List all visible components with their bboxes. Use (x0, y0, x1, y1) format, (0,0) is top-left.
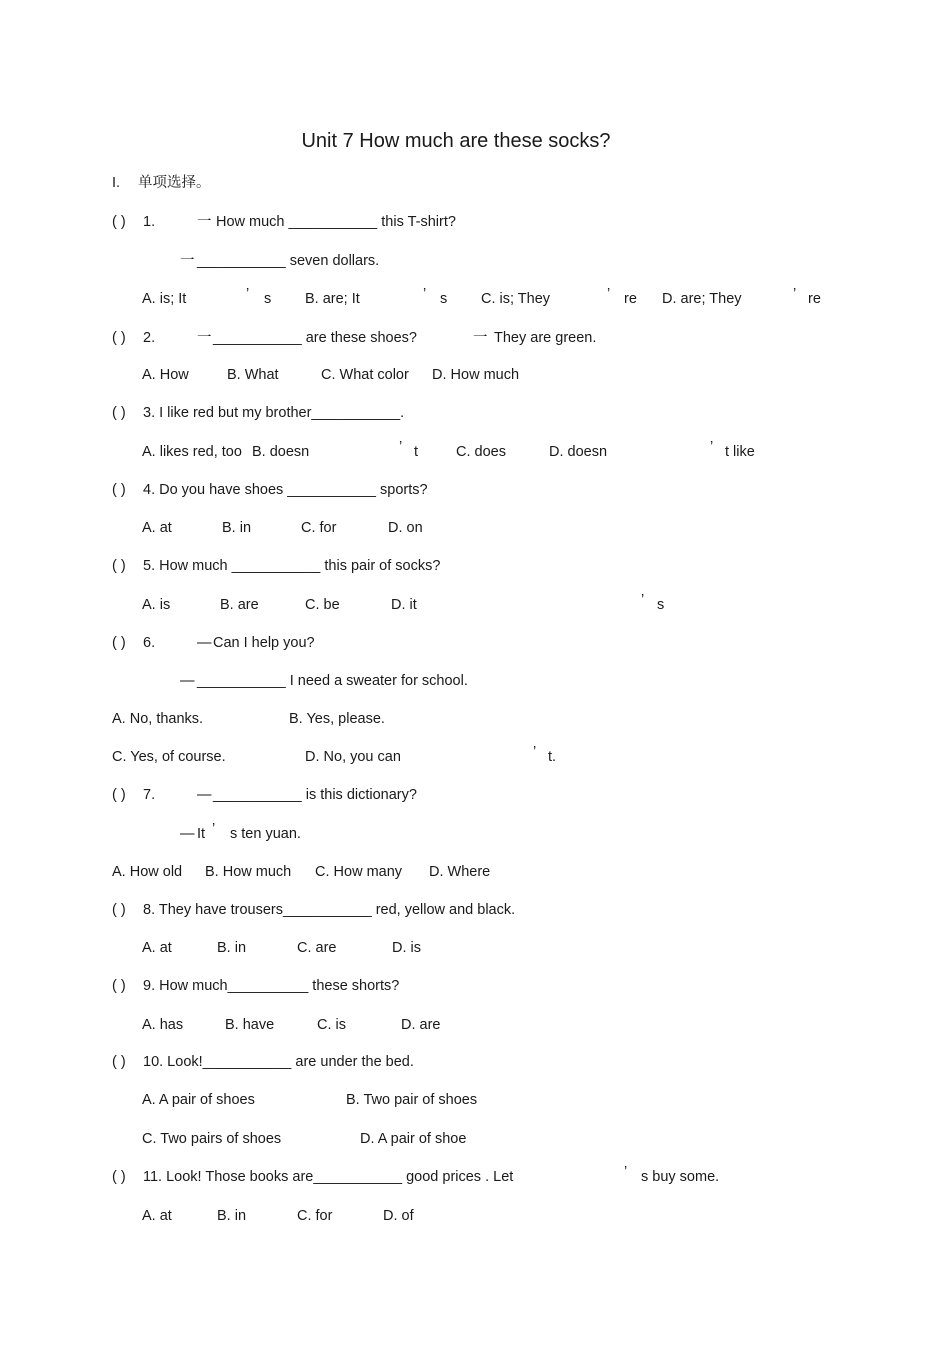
option-a: A. at (142, 520, 172, 536)
question-number: 2. (143, 330, 156, 346)
option-c: C. for (301, 520, 337, 536)
answer-paren: ( ) (112, 482, 126, 498)
dash: 一 (197, 214, 212, 230)
option-b: B. Yes, please. (289, 711, 385, 727)
question-stem: ___________ I need a sweater for school. (197, 673, 468, 689)
option-a: A. at (142, 1208, 172, 1224)
option-b-suffix: t (414, 444, 419, 460)
question-number: 1. (143, 214, 156, 230)
option-b: B. What (227, 367, 279, 383)
option-b: B. have (225, 1017, 275, 1033)
option-b: B. in (217, 1208, 247, 1224)
option-b: B. Two pair of shoes (346, 1092, 478, 1108)
answer-paren: ( ) (112, 635, 126, 651)
option-d: D. are; They (662, 291, 742, 307)
question-stem: 8. They have trousers___________ red, yellow and black. (143, 902, 516, 918)
option-b: B. doesn (252, 444, 310, 460)
question-stem: ___________ is this dictionary? (213, 787, 417, 803)
option-d: D. of (383, 1208, 414, 1224)
answer-paren: ( ) (112, 787, 126, 803)
option-c: C. Two pairs of shoes (142, 1131, 282, 1147)
dash: 一 (197, 330, 212, 346)
option-d: D. is (392, 940, 421, 956)
option-d: D. on (388, 520, 423, 536)
option-a: A. A pair of shoes (142, 1092, 255, 1108)
apostrophe: ’ (624, 1164, 628, 1180)
option-d: D. doesn (549, 444, 608, 460)
question-stem: 3. I like red but my brother___________. (143, 405, 405, 421)
option-c: C. for (297, 1208, 333, 1224)
option-d: D. are (401, 1017, 441, 1033)
dash: 一 (473, 330, 488, 346)
answer-paren: ( ) (112, 902, 126, 918)
dash: — (180, 673, 195, 689)
apostrophe: ’ (607, 286, 611, 302)
option-c: C. is; They (481, 291, 551, 307)
option-d-suffix: s (657, 597, 665, 613)
answer-paren: ( ) (112, 405, 126, 421)
section-number: I. (112, 175, 121, 191)
question-stem-suffix: s buy some. (641, 1169, 720, 1185)
question-stem: ___________ seven dollars. (197, 253, 380, 269)
apostrophe: ’ (246, 286, 250, 302)
option-a: A. How old (112, 864, 183, 880)
dash: — (197, 635, 212, 651)
question-number: 6. (143, 635, 156, 651)
option-b-suffix: s (440, 291, 448, 307)
question-response: They are green. (494, 330, 597, 346)
option-c: C. are (297, 940, 337, 956)
option-a-suffix: s (264, 291, 272, 307)
answer-paren: ( ) (112, 1054, 126, 1070)
apostrophe: ’ (212, 821, 216, 837)
option-a: A. has (142, 1017, 184, 1033)
option-d-suffix: t like (725, 444, 755, 460)
dash: — (197, 787, 212, 803)
option-d-suffix: t. (548, 749, 557, 765)
option-c: C. What color (321, 367, 409, 383)
option-b: B. are (220, 597, 259, 613)
response-text-suffix: s ten yuan. (230, 826, 301, 842)
apostrophe: ’ (399, 439, 403, 455)
question-stem: 11. Look! Those books are___________ good prices . Let (143, 1169, 514, 1185)
option-d: D. it (391, 597, 417, 613)
option-b: B. in (217, 940, 247, 956)
option-c: C. does (456, 444, 506, 460)
question-number: 7. (143, 787, 156, 803)
option-b: B. How much (205, 864, 292, 880)
option-d-suffix: re (808, 291, 821, 307)
question-stem: 4. Do you have shoes ___________ sports? (143, 482, 428, 498)
apostrophe: ’ (710, 439, 714, 455)
question-stem: 10. Look!___________ are under the bed. (143, 1054, 414, 1070)
option-b: B. in (222, 520, 252, 536)
option-c: C. be (305, 597, 340, 613)
option-a: A. is; It (142, 291, 187, 307)
apostrophe: ’ (641, 592, 645, 608)
option-c: C. is (317, 1017, 346, 1033)
question-stem: ___________ are these shoes? (213, 330, 417, 346)
answer-paren: ( ) (112, 978, 126, 994)
response-text: It (197, 826, 206, 842)
option-a: A. is (142, 597, 171, 613)
option-a: A. No, thanks. (112, 711, 204, 727)
option-d: D. No, you can (305, 749, 401, 765)
option-a: A. How (142, 367, 189, 383)
option-c-suffix: re (624, 291, 637, 307)
option-b: B. are; It (305, 291, 360, 307)
option-c: C. How many (315, 864, 403, 880)
dash: 一 (180, 253, 195, 269)
option-c: C. Yes, of course. (112, 749, 226, 765)
apostrophe: ’ (423, 286, 427, 302)
apostrophe: ’ (533, 744, 537, 760)
option-a: A. at (142, 940, 172, 956)
option-d: D. Where (429, 864, 491, 880)
option-d: D. A pair of shoe (360, 1131, 467, 1147)
question-stem: How much ___________ this T-shirt? (216, 214, 456, 230)
question-stem: 5. How much ___________ this pair of socks? (143, 558, 441, 574)
page-title: Unit 7 How much are these socks? (301, 130, 611, 152)
answer-paren: ( ) (112, 214, 126, 230)
answer-paren: ( ) (112, 1169, 126, 1185)
question-stem: Can I help you? (213, 635, 315, 651)
section-label: 单项选择。 (138, 175, 211, 191)
apostrophe: ’ (793, 286, 797, 302)
option-a: A. likes red, too (142, 444, 242, 460)
dash: — (180, 826, 195, 842)
answer-paren: ( ) (112, 330, 126, 346)
question-stem: 9. How much__________ these shorts? (143, 978, 400, 994)
answer-paren: ( ) (112, 558, 126, 574)
option-d: D. How much (432, 367, 520, 383)
